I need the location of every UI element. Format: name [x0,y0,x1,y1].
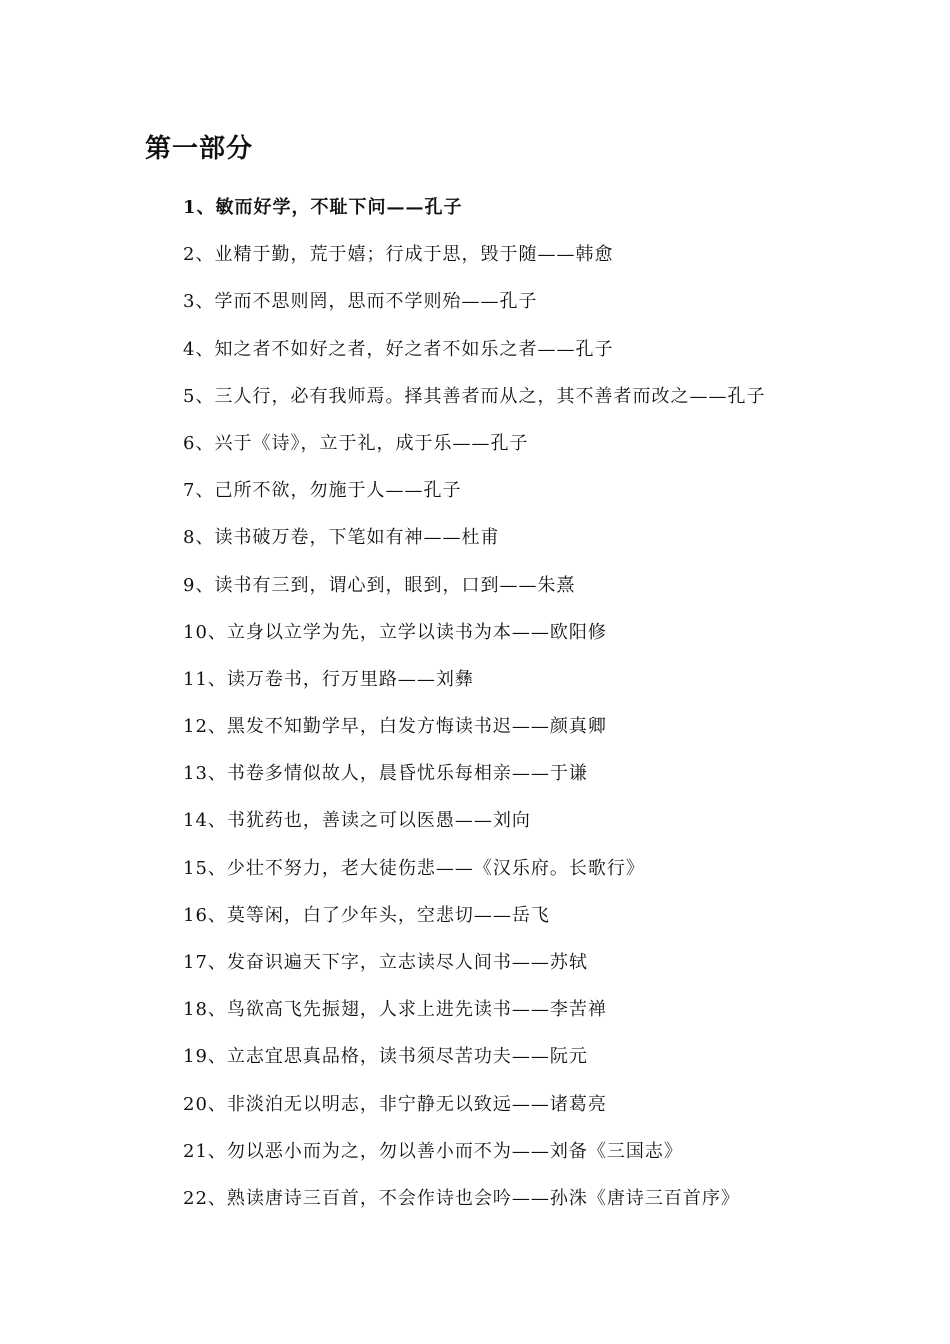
quote-item: 22、熟读唐诗三百首，不会作诗也会吟——孙洙《唐诗三百首序》 [183,1187,740,1209]
quote-item: 16、莫等闲，白了少年头，空悲切——岳飞 [183,904,550,926]
quote-item: 17、发奋识遍天下字，立志读尽人间书——苏轼 [183,952,588,973]
quote-item: 1、敏而好学，不耻下问——孔子 [183,197,463,218]
quote-item: 14、书犹药也，善读之可以医愚——刘向 [183,810,531,832]
quote-item: 10、立身以立学为先，立学以读书为本——欧阳修 [183,621,607,643]
quote-item: 13、书卷多情似故人，晨昏忧乐每相亲——于谦 [183,763,588,785]
quote-list [183,190,765,1228]
quote-item: 15、少壮不努力，老大徒伤悲——《汉乐府。长歌行》 [183,857,645,879]
section-title: 第一部分 [145,134,254,164]
quote-item: 21、勿以恶小而为之，勿以善小而不为——刘备《三国志》 [183,1140,683,1162]
quote-item: 4、知之者不如好之者，好之者不如乐之者——孔子 [183,338,614,360]
quote-item: 11、读万卷书，行万里路——刘彝 [183,668,474,690]
quote-item: 3、学而不思则罔，思而不学则殆——孔子 [183,291,538,313]
quote-item: 6、兴于《诗》，立于礼，成于乐——孔子 [183,432,529,454]
quote-item: 20、非淡泊无以明志，非宁静无以致远——诸葛亮 [183,1093,607,1115]
quote-item: 12、黑发不知勤学早，白发方悔读书迟——颜真卿 [183,716,607,738]
quote-item: 5、三人行，必有我师焉。择其善者而从之，其不善者而改之——孔子 [183,385,766,407]
quote-item: 7、己所不欲，勿施于人——孔子 [183,480,462,502]
quote-item: 2、业精于勤，荒于嬉；行成于思，毁于随——韩愈 [183,244,614,266]
quote-item: 9、读书有三到，谓心到，眼到，口到——朱熹 [183,574,576,596]
quote-item: 18、鸟欲高飞先振翅，人求上进先读书——李苦禅 [183,999,607,1021]
quote-item: 8、读书破万卷，下笔如有神——杜甫 [183,527,500,549]
quote-item: 19、立志宜思真品格，读书须尽苦功夫——阮元 [183,1046,588,1068]
